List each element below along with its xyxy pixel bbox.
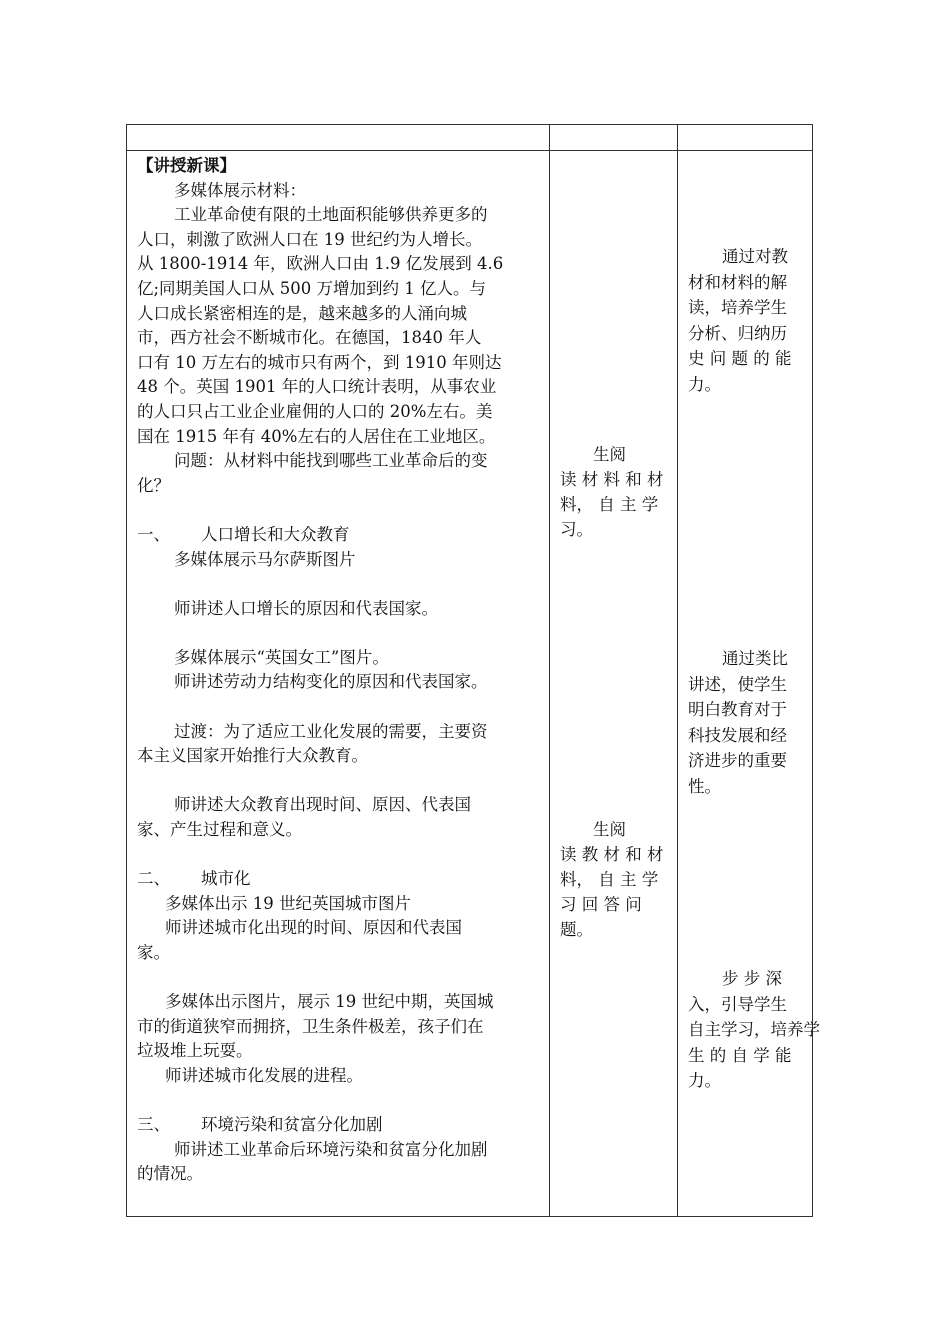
note-line: 通过类比: [722, 649, 788, 668]
note-line: 性。: [688, 776, 721, 796]
note-line: 明白教育对于: [688, 700, 787, 719]
text-line: 师讲述劳动力结构变化的原因和代表国家。: [174, 672, 488, 692]
section-title: 城市化: [201, 869, 251, 889]
note-line: 生 的 自 学 能: [688, 1045, 792, 1065]
intent-note-1: [688, 244, 803, 397]
note-line: 力。: [688, 1071, 721, 1090]
note-line: 力。: [688, 374, 721, 394]
text-line: 48 个。英国 1901 年的人口统计表明，从事农业: [137, 377, 497, 397]
text-line: 师讲述工业革命后环境污染和贫富分化加剧: [174, 1139, 488, 1159]
note-line: 济进步的重要: [688, 751, 787, 770]
note-line: 讲述，使学生: [688, 674, 787, 694]
student-activity-cell: [550, 151, 678, 1217]
text-line: 师讲述大众教育出现时间、原因、代表国: [174, 795, 471, 815]
question-line: 化？: [137, 475, 170, 495]
text-line: 师讲述人口增长的原因和代表国家。: [174, 598, 438, 618]
note-line: 史 问 题 的 能: [688, 349, 792, 368]
text-line: 国在 1915 年有 40%左右的人居住在工业地区。: [137, 426, 496, 446]
text-line: 从 1800-1914 年，欧洲人口由 1.9 亿发展到 4.6: [137, 254, 504, 274]
text-line: 家、产生过程和意义。: [137, 820, 302, 840]
note-line: 生阅: [593, 820, 626, 839]
text-line: 本主义国家开始推行大众教育。: [137, 746, 368, 766]
intent-note-2: [688, 646, 803, 799]
header-cell-intent: [678, 125, 813, 151]
student-note-2: [560, 817, 673, 942]
text-line: 市，西方社会不断城市化。在德国，1840 年人: [137, 328, 482, 348]
text-line: 人口成长紧密相连的是，越来越多的人涌向城: [137, 303, 467, 323]
student-note-1: [560, 442, 673, 542]
section-2-title: [137, 867, 539, 892]
note-line: 料， 自 主 学: [560, 495, 659, 514]
note-line: 通过对教: [722, 247, 788, 266]
note-line: 读，培养学生: [688, 298, 787, 317]
text-line: 口有 10 万左右的城市只有两个，到 1910 年则达: [137, 352, 502, 372]
design-intent-cell: [678, 151, 820, 1217]
note-line: 自主学习，培养学: [688, 1020, 820, 1039]
text-line: 的人口只占工业企业雇佣的人口的 20%左右。美: [137, 401, 493, 421]
section-number: 二、: [137, 869, 170, 889]
header-cell-content: [127, 125, 550, 151]
section-title: 环境污染和贫富分化加剧: [201, 1115, 383, 1135]
text-line: 垃圾堆上玩耍。: [137, 1041, 253, 1061]
text-line: 师讲述城市化发展的进程。: [165, 1065, 363, 1085]
section-1-title: [137, 523, 539, 548]
text-line: 市的街道狭窄而拥挤，卫生条件极差，孩子们在: [137, 1016, 484, 1036]
text-line: 师讲述城市化出现的时间、原因和代表国: [165, 918, 462, 938]
table-header-row: [127, 125, 813, 151]
teaching-content-cell: [127, 151, 550, 1217]
section-number: 三、: [137, 1115, 170, 1135]
note-line: 习 回 答 问: [560, 895, 642, 914]
note-line: 材和材料的解: [688, 272, 787, 292]
note-line: 题。: [560, 920, 593, 939]
text-line: 人口，刺激了欧洲人口在 19 世纪约为人增长。: [137, 229, 482, 249]
note-line: 读 教 材 和 材: [560, 845, 664, 864]
intent-note-3: [688, 966, 820, 1094]
note-line: 生阅: [593, 445, 626, 464]
text-line: 工业革命使有限的土地面积能够供养更多的: [174, 205, 488, 225]
section-title: 人口增长和大众教育: [201, 524, 350, 544]
note-line: 步 步 深: [722, 969, 782, 988]
note-line: 分析、归纳历: [688, 323, 787, 343]
text-line: 亿;同期美国人口从 500 万增加到约 1 亿人。与: [137, 278, 487, 298]
note-line: 习。: [560, 520, 593, 539]
question-line: 问题：从材料中能找到哪些工业革命后的变: [174, 451, 488, 471]
text-line: 多媒体出示 19 世纪英国城市图片: [165, 893, 411, 913]
section-3-title: [137, 1113, 539, 1138]
section-number: 一、: [137, 524, 170, 544]
section-heading: 【讲授新课】: [137, 156, 236, 175]
text-line: 过渡：为了适应工业化发展的需要，主要资: [174, 721, 488, 741]
header-cell-student: [550, 125, 678, 151]
text-line: 多媒体展示马尔萨斯图片: [174, 549, 356, 569]
text-line: 多媒体出示图片，展示 19 世纪中期，英国城: [165, 992, 494, 1012]
text-line: 多媒体展示“英国女工”图片。: [174, 647, 389, 667]
text-line: 多媒体展示材料：: [174, 180, 306, 200]
text-line: 的情况。: [137, 1164, 203, 1184]
table-body-row: [127, 151, 813, 1217]
note-line: 科技发展和经: [688, 725, 787, 745]
note-line: 入，引导学生: [688, 994, 787, 1014]
note-line: 读 材 料 和 材: [560, 470, 664, 489]
note-line: 料， 自 主 学: [560, 870, 659, 889]
text-line: 家。: [137, 943, 170, 962]
lesson-plan-table: [126, 124, 820, 1217]
